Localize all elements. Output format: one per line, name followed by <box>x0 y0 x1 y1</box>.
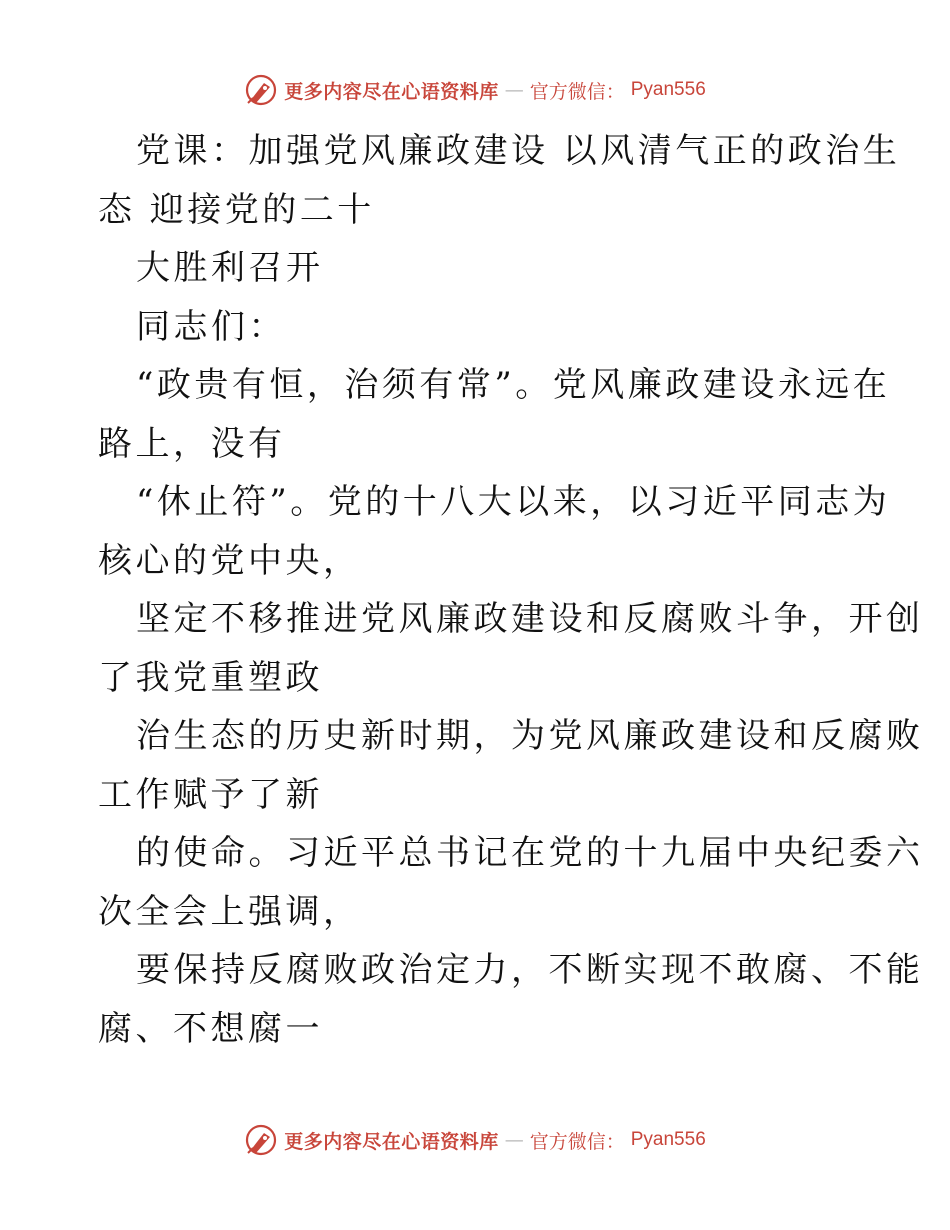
paragraph-line: 核心的党中央， <box>98 540 361 581</box>
paragraph-line: 坚定不移推进党风廉政建设和反腐败斗争，开创 <box>136 599 924 639</box>
header-watermark <box>0 70 950 110</box>
paragraph-line: 腐、不想腐一 <box>98 1008 323 1049</box>
watermark-official-label: 官方微信： <box>529 1130 625 1153</box>
title-line-1: 党课：加强党风廉政建设 以风清气正的政治生 <box>136 131 901 171</box>
watermark-wechat-id: Pyan556 <box>630 1129 706 1150</box>
paragraph-line: 要保持反腐败政治定力，不断实现不敢腐、不能 <box>136 950 924 990</box>
watermark-wechat-id: Pyan556 <box>630 79 706 100</box>
footer-watermark <box>0 1120 950 1160</box>
paragraph-line: 路上，没有 <box>98 423 286 464</box>
title-line-2: 态 迎接党的二十 <box>98 189 375 230</box>
paragraph-line: 治生态的历史新时期，为党风廉政建设和反腐败 <box>136 716 924 756</box>
watermark-official-label: 官方微信： <box>529 80 625 103</box>
paragraph-line: 的使命。习近平总书记在党的十九届中央纪委六 <box>136 833 924 873</box>
pen-nib-logo-icon <box>244 73 278 107</box>
salutation: 同志们： <box>136 306 286 347</box>
watermark-separator: — <box>504 79 524 101</box>
watermark-main-text: 更多内容尽在心语资料库 <box>284 1130 499 1153</box>
watermark-separator: — <box>504 1129 524 1151</box>
paragraph-line: 次全会上强调， <box>98 891 361 932</box>
title-line-3: 大胜利召开 <box>136 248 324 288</box>
paragraph-line: 了我党重塑政 <box>98 657 323 698</box>
paragraph-line: “政贵有恒，治须有常”。党风廉政建设永远在 <box>136 365 891 405</box>
pen-nib-logo-icon <box>244 1123 278 1157</box>
document-body <box>98 122 924 1058</box>
paragraph-line: 工作赋予了新 <box>98 774 323 815</box>
paragraph-line: “休止符”。党的十八大以来，以习近平同志为 <box>136 482 891 522</box>
watermark-main-text: 更多内容尽在心语资料库 <box>284 80 499 103</box>
